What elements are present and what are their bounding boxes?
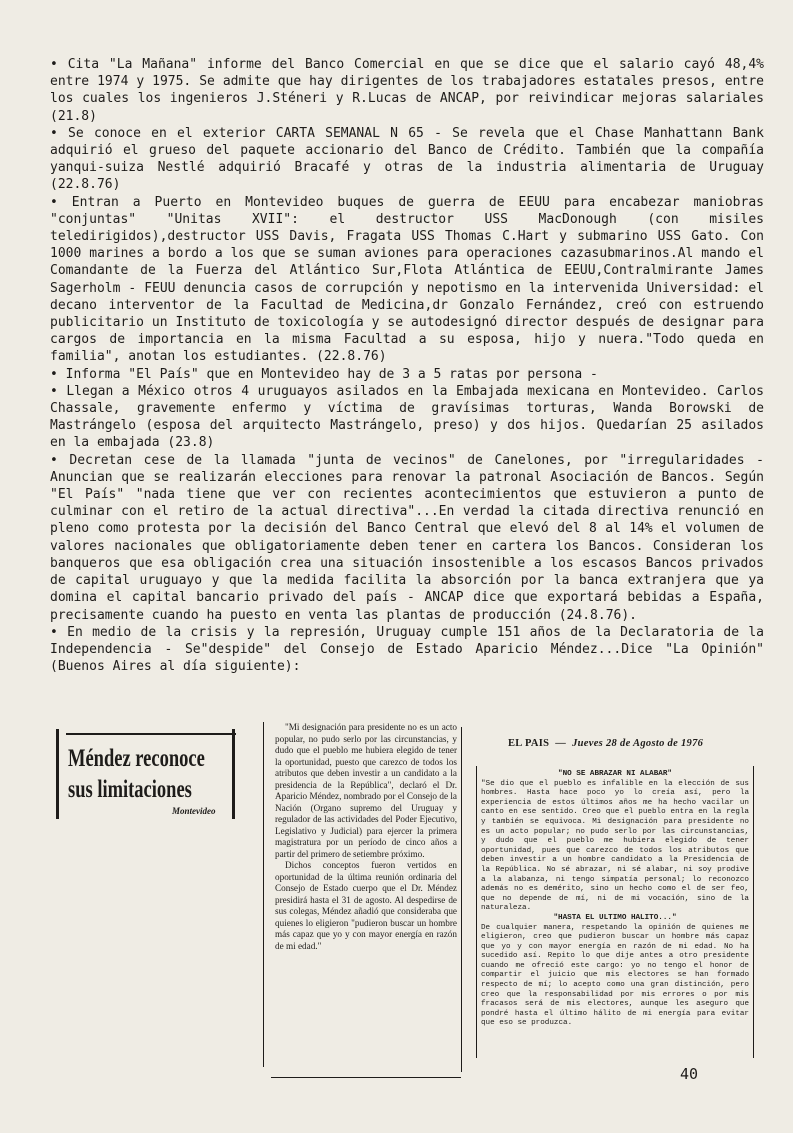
clipping-el-pais [481, 770, 749, 1029]
headline-line: sus limitaciones [68, 776, 192, 803]
clipping-paragraph: "Se dio que el pueblo es infalible en la elección de sus hombres. Hasta hace poco yo lo creía así, pero la experiencia de estos últimos años me ha hecho vacilar un canto en ese sentido. Creo que el pueblo entra en la regla y también se equivoca. Mi designación para presidente no es un acto popular; no pudo serlo por las circunstancias, y dudo que el pueblo me hubiera elegido de tener oportunidad, pues que carezco de todos los atributos que deben investir a un hombre candidato a la Presidencia de la República. No sé abrazar, ni sé alabar, ni soy prodive a la alabanza, ni tengo simpatía personal; lo reconozco además no es demérito, sino un hecho como el de ser feo, que no depende de mí, ni de mi vocación, sino de la naturaleza. [481, 779, 749, 913]
paragraph: • Decretan cese de la llamada "junta de vecinos" de Canelones, por "irregularidades - Anuncian que se realizarán elecciones para renovar la patronal Asociación de Bancos. Según "El País" "nada tiene que ver con recientes acontecimientos que estuvieron a punto de culminar con el retiro de la actual directiva"...En verdad la citada directiva renunció en pleno como protesta por la decisión del Banco Central que elevó del 8 al 14% el volumen de valores nacionales que obligatoriamente deben tener en cartera los Bancos. Consideran los banqueros que esa obligación crea una situación insostenible a los escasos Bancos privados de capital uruguayo y que la medida facilita la absorción por la banca extranjera que ya domina el capital bancario privado del país - ANCAP dice que exportará bebidas a España, precisamente cuando ha puesto en venta las plantas de producción (24.8.76). [50, 452, 764, 623]
paragraph: • Cita "La Mañana" informe del Banco Comercial en que se dice que el salario cayó 48,4% entre 1974 y 1975. Se admite que hay dirigentes de los trabajadores estatales presos, entre los cuales los ingenieros J.Sténeri y R.Lucas de ANCAP, por reivindicar mejoras salariales (21.8) [50, 57, 764, 124]
divider [271, 1077, 461, 1078]
paragraph: • Entran a Puerto en Montevideo buques de guerra de EEUU para encabezar maniobras "conjuntas" "Unitas XVII": el destructor USS MacDonough (con misiles teledirigidos),destructor USS Davis, Fragata USS Thomas C.Hart y submarino USS Gato. Con 1000 marines a bordo a los que se suman aviones para operaciones cazasubmarinos.Al mando el Comandante de la Fuerza del Atlántico Sur,Flota Atlántica de EEUU,Contralmirante James Sagerholm - FEUU denuncia casos de corrupción y nepotismo en la intervenida Universidad: el decano interventor de la Facultad de Medicina,dr Gonzalo Fernández, creó con estruendo publicitario un Instituto de toxicología y se autodesignó director después de designar para cargos de importancia en la misma Facultad a su esposa, hijo y nuera."Todo queda en familia", anotan los estudiantes. (22.8.76) [50, 194, 764, 365]
newspaper-masthead [508, 738, 758, 749]
masthead-separator: — [555, 738, 567, 749]
clipping-paragraph: De cualquier manera, respetando la opinión de quienes me eligieron, creo que pudieron buscar un hombre más capaz que yo y con mayor energía en razón de mi edad. No ha sucedido así. Repito lo que dije antes a otro presidente cuando me ofreció este cargo: yo no tengo el honor de compartir el juicio que mis electores se han formado respecto de mí; lo acepto como una gran distinción, pero creo que la responsabilidad por mis errores o por mis fracasos será de mis electores, aunque les aseguro que pondré hasta el último hálito de mi energía para evitar que eso se produzca. [481, 923, 749, 1028]
paragraph: • Llegan a México otros 4 uruguayos asilados en la Embajada mexicana en Montevideo. Carlos Chassale, gravemente enfermo y víctima de gravísimas torturas, Wanda Borowski de Mastrángelo (esposa del arquitecto Mastrángelo, preso) y dos hijos. Quedarían 25 asilados en la embajada (23.8) [50, 383, 764, 451]
divider [461, 727, 462, 1072]
masthead-date: Jueves 28 de Agosto de 1976 [572, 738, 704, 749]
clipping-source: Montevideo [172, 806, 216, 816]
divider [56, 729, 59, 819]
clipping-paragraph: Dichos conceptos fueron vertidos en oportunidad de la última reunión ordinaria del Consejo de Estado cuerpo que el Dr. Méndez presidirá hasta el 31 de agosto. Al despedirse de sus colegas, Méndez añadió que consideraba que quienes lo eligieron "pudieron buscar un hombre más capaz que yo y con mayor energía en razón de mi edad." [275, 860, 457, 951]
clipping-frame [476, 766, 754, 1058]
clipping-paragraph: "Mi designación para presidente no es un acto popular, no pudo serlo por las circunstancias, y dudo que el pueblo me hubiera elegido de tener la oportunidad, puesto que carezco de todos los atributos que deben investir a un candidato a la presidencia de la República", declaró el Dr. Aparicio Méndez, nombrado por el Consejo de la Nación (Organo supremo del Uruguay y regulador de las actividades del Poder Ejecutivo, Legislativo y Judicial) para ejercer la primera magistratura por un período de cinco años a partir del primero de setiembre próximo. [275, 722, 457, 859]
masthead-title: EL PAIS [508, 738, 550, 749]
page-number: 40 [680, 1065, 699, 1083]
divider [66, 733, 236, 735]
paragraph: • Se conoce en el exterior CARTA SEMANAL N 65 - Se revela que el Chase Manhattann Bank adquirió el grueso del paquete accionario del Banco de Crédito. También que la compañía yanqui-suiza Nestlé adquirió Bracafé y otras de la industria alimentaria de Uruguay (22.8.76) [50, 125, 764, 193]
headline-line: Méndez reconoce [68, 745, 205, 772]
paragraph: • Informa "El País" que en Montevideo hay de 3 a 5 ratas por persona - [50, 366, 598, 382]
clipping-headline-box [56, 729, 240, 827]
divider [232, 729, 235, 819]
clipping-headline [68, 743, 205, 805]
clipping-subhead: "HASTA EL ULTIMO HALITO..." [553, 913, 677, 922]
paragraph: • En medio de la crisis y la represión, Uruguay cumple 151 años de la Declaratoria de la Independencia - Se"despide" del Consejo de Estado Aparicio Méndez...Dice "La Opinión" (Buenos Aires al día siguiente): [50, 624, 764, 675]
main-text [50, 56, 764, 675]
clipping-opinion [275, 722, 457, 952]
clipping-subhead: "NO SE ABRAZAR NI ALABAR" [558, 770, 672, 778]
divider [263, 722, 264, 1067]
